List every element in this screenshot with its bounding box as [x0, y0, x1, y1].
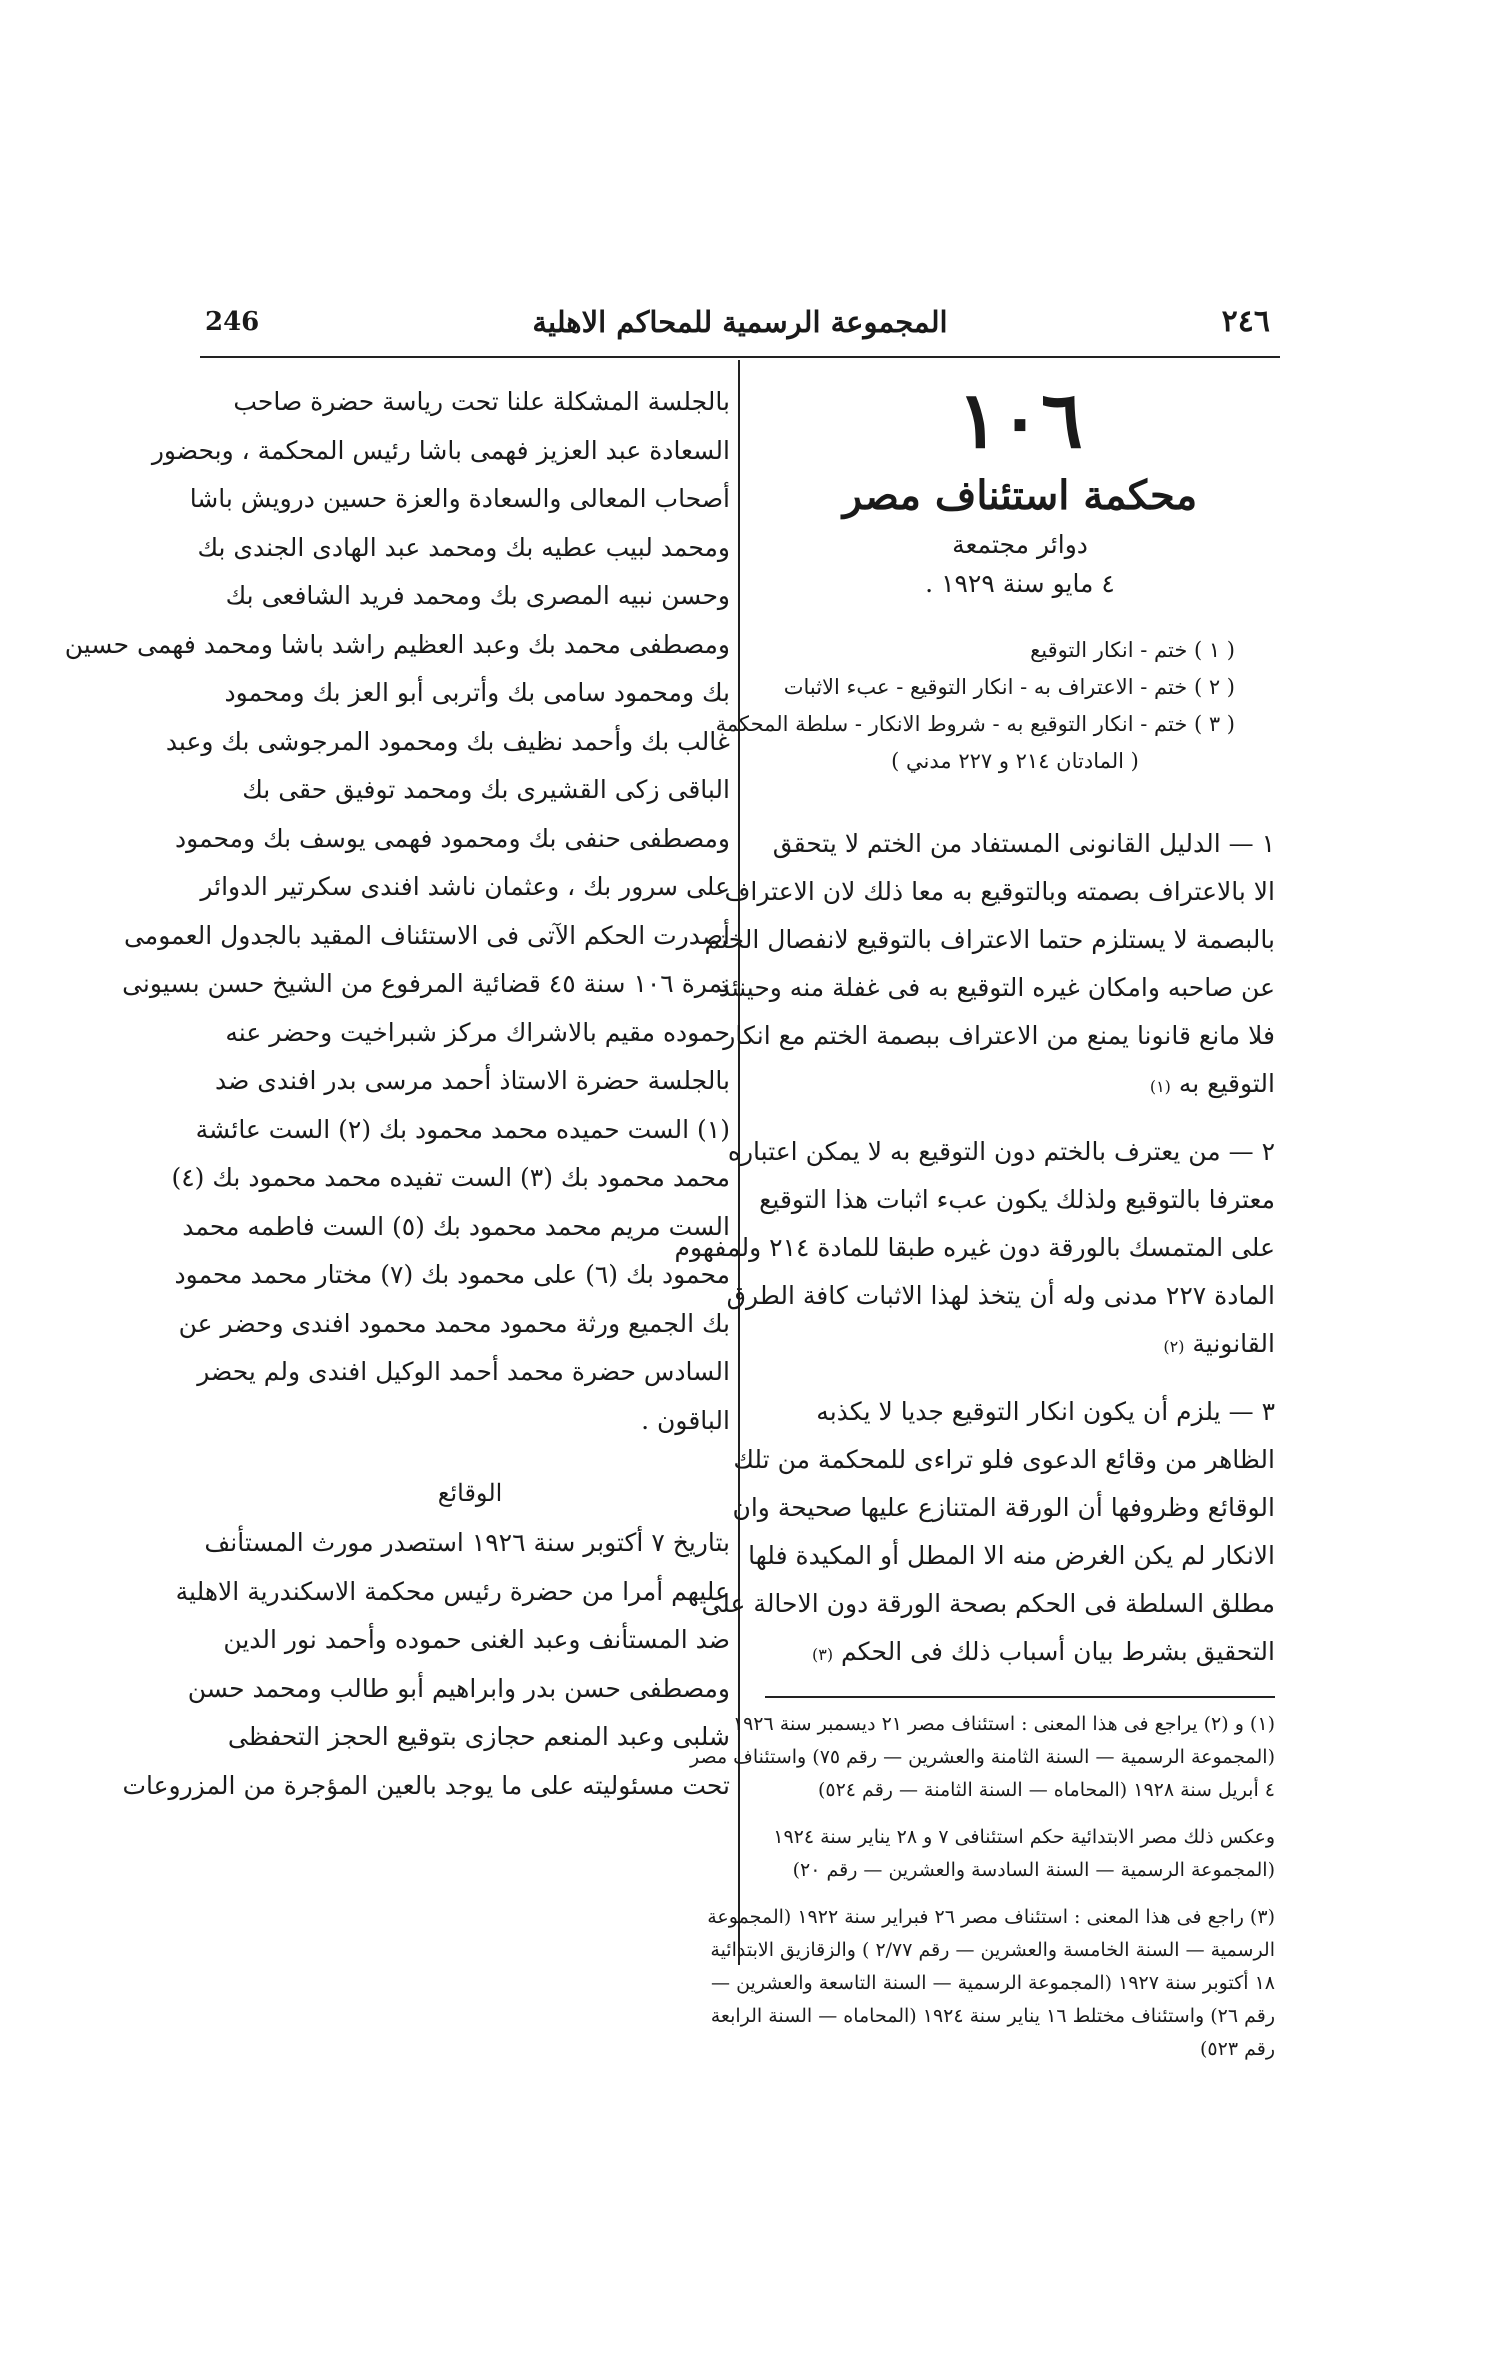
- text-line: ومصطفى حسن بدر وابراهيم أبو طالب ومحمد حسن: [187, 1673, 730, 1703]
- text-line: [765, 1320, 1275, 1368]
- text-line: عليهم أمرا من حضرة رئيس محكمة الاسكندرية الاهلية: [175, 1576, 730, 1606]
- text-line: فلا مانع قانونا يمنع من الاعتراف ببصمة الختم مع انكار: [723, 1021, 1275, 1050]
- text-line: على سرور بك ، وعثمان ناشد افندى سكرتير الدوائر: [200, 872, 730, 901]
- footnote-ref: (٢): [1163, 1337, 1185, 1356]
- text-line: الباقى زكى القشيرى بك ومحمد توفيق حقى بك: [242, 775, 730, 804]
- footnote-line: ١٨ أكتوبر سنة ١٩٢٧ (المجموعة الرسمية — السنة التاسعة والعشرين —: [711, 1972, 1275, 1994]
- keywords-block: [715, 632, 1235, 780]
- footnote-line: الرسمية — السنة الخامسة والعشرين — رقم ٢/٧٧ ) والزقازيق الابتدائية: [710, 1939, 1275, 1961]
- principle-1: [704, 820, 1275, 1108]
- text-line: بالجلسة المشكلة علنا تحت رياسة حضرة صاحب: [233, 387, 730, 416]
- footnote-contra: [765, 1821, 1275, 1887]
- footnote-line: رقم ٥٢٣): [1200, 2038, 1275, 2060]
- keyword-line: ( ٣ ) ختم - انكار التوقيع به - شروط الانكار - سلطة المحكمة: [715, 712, 1235, 736]
- page-number-latin: 246: [205, 307, 260, 337]
- text-line: حموده مقيم بالاشراك مركز شبراخيت وحضر عنه: [225, 1017, 730, 1047]
- keyword-line: ( ١ ) ختم - انكار التوقيع: [1030, 638, 1235, 662]
- text-line: عن صاحبه وامكان غيره التوقيع به فى غفلة منه وحينئذ: [718, 973, 1275, 1002]
- text-line: [765, 1060, 1275, 1108]
- text-line: المادة ٢٢٧ مدنى وله أن يتخذ لهذا الاثبات كافة الطرق: [726, 1281, 1275, 1310]
- footnote-line: وعكس ذلك مصر الابتدائية حكم استئنافى ٧ و ٢٨ يناير سنة ١٩٢٤: [773, 1826, 1275, 1848]
- page-number-arabic: ٢٤٦: [1221, 304, 1270, 339]
- text-line: ومحمد لبيب عطيه بك ومحمد عبد الهادى الجندى بك: [197, 532, 730, 562]
- text-line: ٢ — من يعترف بالختم دون التوقيع به لا يمكن اعتباره: [727, 1137, 1275, 1166]
- text-line: ومصطفى محمد بك وعبد العظيم راشد باشا ومحمد فهمى حسين: [64, 629, 730, 659]
- text-line: السادس حضرة محمد أحمد الوكيل افندى ولم يحضر: [197, 1357, 730, 1386]
- text-line: معترفا بالتوقيع ولذلك يكون عبء اثبات هذا التوقيع: [759, 1185, 1275, 1214]
- keyword-line: ( ٢ ) ختم - الاعتراف به - انكار التوقيع - عبء الاثبات: [783, 675, 1235, 699]
- text-line: السعادة عبد العزيز فهمى باشا رئيس المحكمة ، وبحضور: [151, 435, 730, 465]
- principle-3: [701, 1388, 1275, 1676]
- text-line: ٣ — يلزم أن يكون انكار التوقيع جديا لا يكذبه: [816, 1397, 1275, 1426]
- facts-paragraph: [122, 1519, 730, 1810]
- footnote-ref: (١): [1149, 1077, 1171, 1096]
- text-line: وحسن نبيه المصرى بك ومحمد فريد الشافعى بك: [225, 581, 730, 610]
- text-line: تحت مسئوليته على ما يوجد بالعين المؤجرة من المزروعات: [122, 1770, 730, 1800]
- footnote-line: (٣) راجع فى هذا المعنى : استئناف مصر ٢٦ فبراير سنة ١٩٢٢ (المجموعة: [707, 1906, 1275, 1928]
- text-line: نمرة ١٠٦ سنة ٤٥ قضائية المرفوع من الشيخ حسن بسيونى: [122, 969, 730, 998]
- text-line: ١ — الدليل القانونى المستفاد من الختم لا يتحقق: [772, 829, 1275, 858]
- text-line: الا بالاعتراف بصمته وبالتوقيع به معا ذلك لان الاعتراف: [724, 877, 1275, 906]
- footnote-ref: (٣): [811, 1645, 834, 1664]
- text-line: مطلق السلطة فى الحكم بصحة الورقة دون الاحالة على: [701, 1589, 1275, 1618]
- footnote-line: رقم ٢٦) واستئناف مختلط ١٦ يناير سنة ١٩٢٤ (المحاماه — السنة الرابعة: [710, 2005, 1275, 2027]
- judgment-date: ٤ مايو سنة ١٩٢٩ .: [925, 569, 1115, 598]
- principle-text-end: التحقيق بشرط بيان أسباب ذلك فى الحكم: [841, 1637, 1275, 1666]
- footnote-line: (المجموعة الرسمية — السنة الثامنة والعشرين — رقم ٧٥) واستئناف مصر: [690, 1746, 1275, 1768]
- footnote-line: ٤ أبريل سنة ١٩٢٨ (المحاماه — السنة الثامنة — رقم ٥٢٤): [817, 1779, 1275, 1801]
- text-line: الست مريم محمد محمود بك (٥) الست فاطمه محمد: [182, 1211, 730, 1241]
- text-line: ومصطفى حنفى بك ومحمود فهمى يوسف بك ومحمود: [175, 823, 730, 853]
- text-line: ضد المستأنف وعبد الغنى حموده وأحمد نور الدين: [223, 1625, 730, 1654]
- text-line: بك ومحمود سامى بك وأتربى أبو العز بك ومحمود: [224, 678, 730, 707]
- footnotes: [690, 1708, 1275, 2066]
- footnote-rule: [765, 1696, 1275, 1698]
- judgment-column: [64, 378, 730, 1810]
- running-header-title: المجموعة الرسمية للمحاكم الاهلية: [532, 305, 948, 339]
- chambers-label: دوائر مجتمعة: [952, 530, 1088, 559]
- text-line: على المتمسك بالورقة دون غيره طبقا للمادة ٢١٤ ولمفهوم: [674, 1233, 1275, 1262]
- text-line: بك الجميع ورثة محمود محمد محمود افندى وحضر عن: [178, 1308, 730, 1338]
- footnote-3: [707, 1901, 1275, 2066]
- judgment-intro-paragraph: [64, 378, 730, 1445]
- footnote-1-2: [690, 1708, 1275, 1807]
- text-line: [765, 1628, 1275, 1676]
- case-number: ١٠٦: [957, 375, 1083, 466]
- court-name: محكمة استئناف مصر: [842, 472, 1198, 519]
- principle-text-end: القانونية: [1192, 1329, 1275, 1358]
- text-line: الباقون .: [641, 1405, 730, 1435]
- text-line: محمد محمود بك (٣) الست تفيده محمد محمود بك (٤): [171, 1163, 730, 1192]
- footnote-line: (١) و (٢) يراجع فى هذا المعنى : استئناف مصر ٢١ ديسمبر سنة ١٩٢٦: [732, 1713, 1275, 1735]
- text-line: الانكار لم يكن الغرض منه الا المطل أو المكيدة فلها: [748, 1541, 1275, 1570]
- text-line: (١) الست حميده محمد محمود بك (٢) الست عائشة: [195, 1114, 730, 1144]
- text-line: بالجلسة حضرة الاستاذ أحمد مرسى بدر افندى ضد: [215, 1066, 730, 1095]
- text-line: أصدرت الحكم الآتى فى الاستئناف المقيد بالجدول العمومى: [123, 920, 730, 950]
- text-line: بتاريخ ٧ أكتوبر سنة ١٩٢٦ استصدر مورث المستأنف: [204, 1528, 730, 1557]
- principle-2: [674, 1128, 1275, 1368]
- text-line: غالب بك وأحمد نظيف بك ومحمود المرجوشى بك وعبد: [165, 726, 730, 756]
- header-rule: [200, 356, 1280, 358]
- text-line: الوقائع وظروفها أن الورقة المتنازع عليها صحيحة وان: [732, 1493, 1275, 1522]
- text-line: بالبصمة لا يستلزم حتما الاعتراف بالتوقيع لانفصال الختم: [704, 925, 1275, 954]
- keywords-articles: ( المادتان ٢١٤ و ٢٢٧ مدني ): [891, 749, 1139, 773]
- principle-text-end: التوقيع به: [1178, 1069, 1275, 1098]
- footnote-line: (المجموعة الرسمية — السنة السادسة والعشرين — رقم ٢٠): [792, 1859, 1275, 1881]
- text-line: أصحاب المعالى والسعادة والعزة حسين درويش باشا: [189, 484, 730, 513]
- text-line: محمود بك (٦) على محمود بك (٧) مختار محمد محمود: [174, 1260, 730, 1289]
- text-line: الظاهر من وقائع الدعوى فلو تراءى للمحكمة من تلك: [733, 1445, 1275, 1474]
- facts-heading: الوقائع: [437, 1479, 503, 1507]
- text-line: شلبى وعبد المنعم حجازى بتوقيع الحجز التحفظى: [227, 1722, 730, 1751]
